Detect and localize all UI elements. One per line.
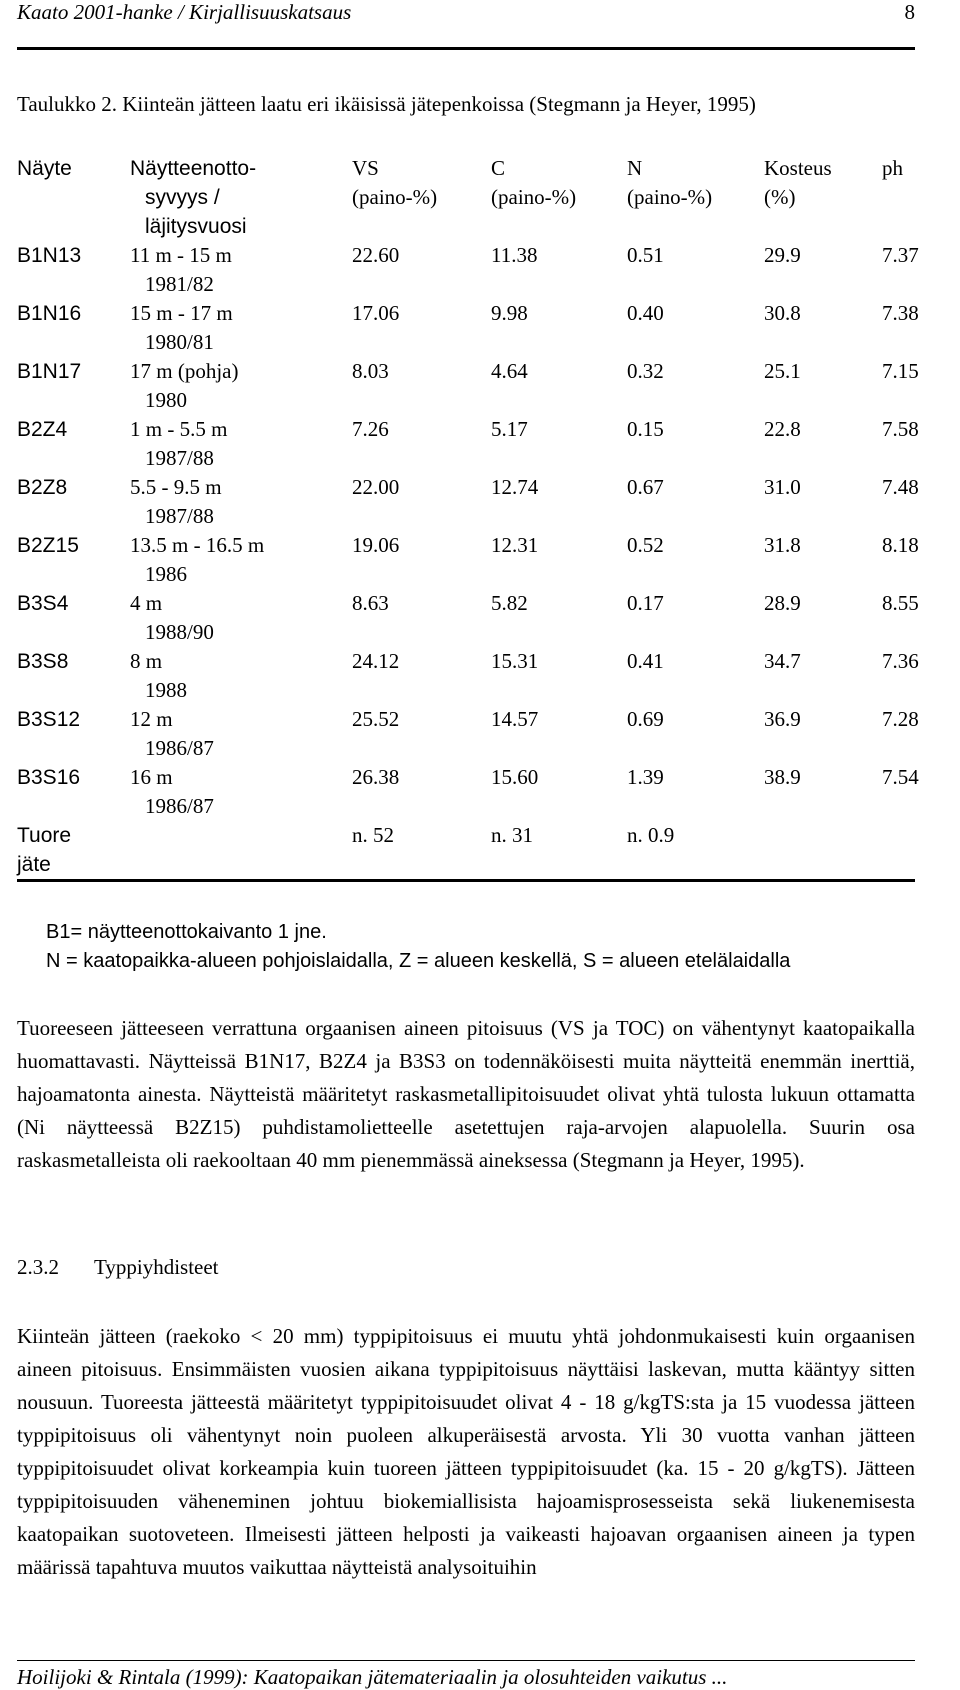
cell-n: 0.17 (627, 591, 664, 615)
cell-depth (130, 821, 352, 881)
table-row (17, 299, 915, 357)
cell-sample: B1N17 (17, 360, 82, 383)
cell-vs: 7.26 (352, 417, 389, 441)
cell-year-value: 1986 (145, 562, 187, 586)
cell-year-value: 1980/81 (145, 330, 214, 354)
cell-depth (130, 531, 352, 589)
cell-n: 0.41 (627, 649, 664, 673)
col-header-sample: Näyte (17, 157, 72, 180)
cell-vs: 24.12 (352, 649, 400, 673)
cell-c: 14.57 (491, 707, 539, 731)
col-header-moisture: Kosteus (%) (764, 156, 832, 209)
cell-depth (130, 241, 352, 299)
cell-depth (130, 763, 352, 821)
cell-ph: 8.55 (882, 591, 919, 615)
cell-ph: 7.15 (882, 359, 919, 383)
cell-depth-value: 16 m (130, 765, 173, 789)
cell-c: 12.74 (491, 475, 539, 499)
cell-year-value: 1988 (145, 678, 187, 702)
col-header-ph: ph (882, 156, 903, 180)
table-note: B1= näytteenottokaivanto 1 jne. (46, 921, 327, 943)
table-header-row (17, 154, 915, 241)
header-divider (17, 47, 915, 50)
col-header-depth: Näytteenotto- syvyys / läjitysvuosi (130, 157, 257, 238)
cell-moisture: 30.8 (764, 301, 801, 325)
table-row (17, 357, 915, 415)
cell-c: 15.31 (491, 649, 539, 673)
cell-depth-value: 8 m (130, 649, 163, 673)
cell-c: 5.17 (491, 417, 528, 441)
table-row (17, 531, 915, 589)
table-row (17, 589, 915, 647)
cell-moisture: 38.9 (764, 765, 801, 789)
cell-n: n. 0.9 (627, 821, 764, 881)
cell-n: 0.67 (627, 475, 664, 499)
table-row (17, 473, 915, 531)
cell-year-value: 1987/88 (145, 504, 214, 528)
cell-c: 4.64 (491, 359, 528, 383)
cell-vs: 25.52 (352, 707, 400, 731)
cell-sample: B3S16 (17, 766, 81, 789)
cell-moisture: 34.7 (764, 649, 801, 673)
table-row (17, 763, 915, 821)
cell-sample: B2Z15 (17, 534, 79, 557)
paragraph-organic-matter: Tuoreeseen jätteeseen verrattuna orgaanisen aineen pitoisuus (VS ja TOC) on vähentynyt kaatopaikalla huomattavasti. Näytteissä B1N17, B2Z4 ja B3S3 on todennäköisesti muita näytteitä enemmän inerttiä, hajoamatonta ainesta. Näytteistä määritetyt raskasmetallipitoisuudet olivat yhtä tulosta lukuun ottamatta (Ni näytteessä B2Z15) puhdistamolietteelle asetettujen raja-arvojen alapuolella. Suurin osa raskasmetalleista oli raekooltaan 40 mm pienemmässä aineksessa (Stegmann ja Heyer, 1995). (17, 1016, 915, 1172)
cell-c: 12.31 (491, 533, 539, 557)
cell-ph: 7.38 (882, 301, 919, 325)
fresh-label-line2: jäte (17, 853, 51, 876)
paragraph-nitrogen: Kiinteän jätteen (raekoko < 20 mm) typpipitoisuus ei muutu yhtä johdonmukaisesti kuin orgaanisen aineen pitoisuus. Ensimmäisten vuosien aikana typpipitoisuus näyttäisi laskevan, mutta kääntyy sitten nousuun. Tuoreesta jätteestä määritetyt typpipitoisuudet olivat 4 - 18 g/kgTS:sta ja 15 vuodessa jätteen typpipitoisuus oli vähentynyt noin puoleen alkuperäisestä arvosta. Yli 30 vuotta vanhan jätteen typpipitoisuudet olivat korkeampia kuin tuoreen jätteen typpipitoisuudet (ka. 15 - 20 g/kgTS). Jätteen typpipitoisuuden väheneminen johtuu biokemiallisista hajoamisprosesseista sekä liukenemisesta kaatopaikan suotoveteen. Ilmeisesti jätteen helposti ja vaikeasti hajoavan orgaanisen aineen ja typen määrissä tapahtuva muutos vaikuttaa näytteistä analysoituihin (17, 1324, 915, 1579)
cell-vs: 8.03 (352, 359, 389, 383)
cell-depth-value: 5.5 - 9.5 m (130, 475, 222, 499)
cell-moisture: 29.9 (764, 243, 801, 267)
cell-depth (130, 589, 352, 647)
cell-sample: B2Z8 (17, 476, 68, 499)
cell-depth-value: 1 m - 5.5 m (130, 417, 228, 441)
cell-vs: 22.60 (352, 243, 400, 267)
cell-depth (130, 705, 352, 763)
table-row (17, 241, 915, 299)
cell-sample: B3S4 (17, 592, 69, 615)
cell-depth-value: 17 m (pohja) (130, 359, 239, 383)
cell-depth (130, 647, 352, 705)
cell-n: 0.15 (627, 417, 664, 441)
cell-c: 11.38 (491, 243, 538, 267)
cell-depth-value: 11 m - 15 m (130, 243, 232, 267)
col-header-vs: VS (paino-%) (352, 156, 438, 209)
cell-vs: 17.06 (352, 301, 400, 325)
cell-c: 15.60 (491, 765, 539, 789)
cell-year-value: 1981/82 (145, 272, 214, 296)
cell-year-value: 1986/87 (145, 736, 214, 760)
cell-sample: B1N13 (17, 244, 82, 267)
cell-vs: 22.00 (352, 475, 400, 499)
cell-moisture: 36.9 (764, 707, 801, 731)
cell-sample: B2Z4 (17, 418, 68, 441)
cell-c: 9.98 (491, 301, 528, 325)
table-caption: Taulukko 2. Kiinteän jätteen laatu eri ikäisissä jätepenkoissa (Stegmann ja Heyer, 1995) (17, 92, 756, 116)
section-title: Typpiyhdisteet (94, 1255, 219, 1279)
cell-depth (130, 357, 352, 415)
cell-depth (130, 473, 352, 531)
cell-sample: B1N16 (17, 302, 82, 325)
table-body (17, 241, 919, 881)
col-header-n: N (paino-%) (627, 156, 713, 209)
table-note: N = kaatopaikka-alueen pohjoislaidalla, Z = alueen keskellä, S = alueen etelälaidalla (46, 950, 791, 972)
cell-moisture: 31.0 (764, 475, 801, 499)
cell-year-value: 1980 (145, 388, 187, 412)
table-notes (46, 918, 790, 976)
cell-ph: 7.28 (882, 707, 919, 731)
cell-n: 0.69 (627, 707, 664, 731)
section-heading (17, 1255, 219, 1280)
cell-ph: 7.37 (882, 243, 919, 267)
cell-depth-value: 13.5 m - 16.5 m (130, 533, 265, 557)
cell-moisture: 22.8 (764, 417, 801, 441)
cell-ph: 7.58 (882, 417, 919, 441)
cell-sample: B3S8 (17, 650, 69, 673)
fresh-label-line1: Tuore (17, 824, 72, 847)
cell-c: n. 31 (491, 821, 627, 881)
cell-n: 0.32 (627, 359, 664, 383)
cell-moisture: 25.1 (764, 359, 801, 383)
cell-depth (130, 299, 352, 357)
cell-vs: 26.38 (352, 765, 400, 789)
cell-year-value: 1987/88 (145, 446, 214, 470)
page-number: 8 (904, 0, 915, 24)
cell-moisture: 28.9 (764, 591, 801, 615)
cell-vs: n. 52 (352, 821, 491, 881)
cell-vs: 19.06 (352, 533, 400, 557)
table-row (17, 415, 915, 473)
cell-ph (882, 821, 915, 881)
cell-sample: B3S12 (17, 708, 81, 731)
page-footer: Hoilijoki & Rintala (1999): Kaatopaikan jätemateriaalin ja olosuhteiden vaikutus ... (17, 1660, 915, 1690)
table-row (17, 705, 915, 763)
cell-n: 0.51 (627, 243, 664, 267)
table-row-fresh-waste (17, 821, 915, 881)
cell-n: 1.39 (627, 765, 664, 789)
section-number: 2.3.2 (17, 1255, 59, 1279)
cell-depth-value: 4 m (130, 591, 163, 615)
cell-moisture (764, 821, 882, 881)
header-title: Kaato 2001-hanke / Kirjallisuuskatsaus (17, 0, 352, 24)
cell-vs: 8.63 (352, 591, 389, 615)
cell-c: 5.82 (491, 591, 528, 615)
waste-quality-table (17, 154, 919, 882)
cell-depth-value: 12 m (130, 707, 173, 731)
page-header (17, 0, 915, 30)
table-row (17, 647, 915, 705)
cell-moisture: 31.8 (764, 533, 801, 557)
cell-ph: 7.54 (882, 765, 919, 789)
cell-year-value: 1986/87 (145, 794, 214, 818)
cell-n: 0.40 (627, 301, 664, 325)
cell-year-value: 1988/90 (145, 620, 214, 644)
cell-n: 0.52 (627, 533, 664, 557)
cell-ph: 8.18 (882, 533, 919, 557)
cell-depth-value: 15 m - 17 m (130, 301, 233, 325)
cell-sample (17, 821, 130, 881)
cell-ph: 7.48 (882, 475, 919, 499)
col-header-c: C (paino-%) (491, 156, 577, 209)
cell-depth (130, 415, 352, 473)
cell-ph: 7.36 (882, 649, 919, 673)
